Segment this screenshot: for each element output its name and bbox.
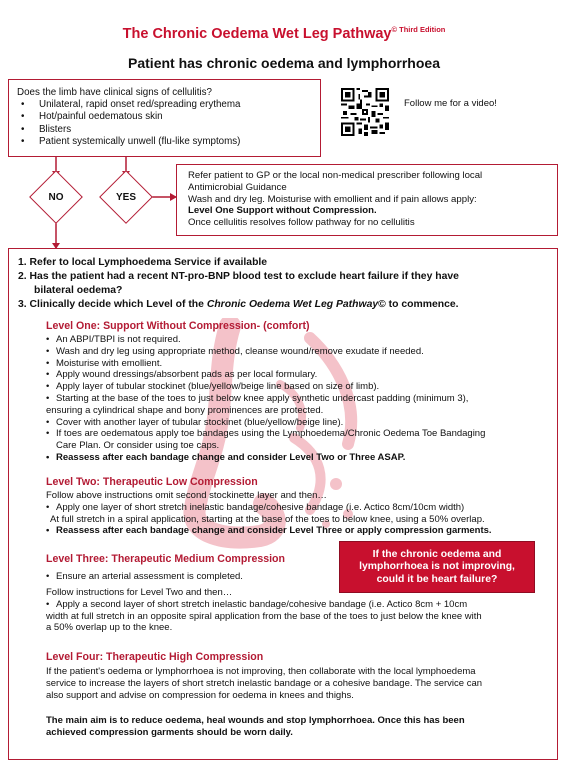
list-item: • If toes are oedematous apply toe bandages using the Lymphoedema/Chronic Oedema Toe Bandaging (46, 428, 556, 440)
cellulitis-yes-box (176, 164, 558, 236)
level-four-line: service to increase the layers of short stretch inelastic bandage or a cohesive bandage. The service can (46, 677, 483, 689)
cellulitis-question-box (8, 79, 321, 157)
level-three-heading: Level Three: Therapeutic Medium Compression (46, 553, 286, 565)
title-text: The Chronic Oedema Wet Leg Pathway (122, 26, 392, 42)
main-aim-line: The main aim is to reduce oedema, heal wounds and stop lymphorrhoea. Once this has been (46, 715, 465, 726)
edition-label: © Third Edition (391, 25, 446, 34)
level-four-line: also support and advise on compression for oedema in knees and thighs. (46, 689, 354, 701)
heart-failure-callout (339, 541, 535, 593)
list-item-continued: width at full stretch in an opposite spiral application from the base of the toes to just below the knee with (46, 610, 482, 622)
yes-line: Wash and dry leg. Moisturise with emollient and if pain allows apply: (188, 193, 477, 205)
list-item: • Apply layer of tubular stockinet (blue/yellow/beige line based on size of limb). (46, 381, 556, 393)
list-item: • An ABPI/TBPI is not required. (46, 334, 556, 346)
cellulitis-signs-list (17, 99, 312, 148)
step-3 (18, 298, 459, 311)
level-four-heading: Level Four: Therapeutic High Compression (46, 651, 264, 663)
list-item: • Moisturise with emollient. (46, 358, 556, 370)
yes-line: Level One Support without Compression. (188, 205, 377, 217)
yes-label: YES (115, 192, 136, 203)
list-item-continued: a 50% overlap up to the knee. (46, 622, 173, 634)
list-item: • Patient systemically unwell (flu-like symptoms) (39, 136, 312, 148)
level-three-arterial: • Ensure an arterial assessment is completed. (46, 571, 568, 583)
list-item: • Wash and dry leg using appropriate method, cleanse wound/remove exudate if needed. (46, 346, 556, 358)
callout-line: could it be heart failure? (376, 573, 498, 585)
level-two-list (46, 490, 556, 537)
level-three-follow: Follow instructions for Level Two and then… (46, 587, 233, 598)
list-item-continued: Care Plan. Or consider using toe caps. (56, 440, 220, 452)
list-item: • Blisters (39, 124, 312, 136)
callout-line: If the chronic oedema and (372, 549, 502, 560)
yes-line: Once cellulitis resolves follow pathway for no cellulitis (188, 217, 415, 229)
qr-code-icon[interactable] (341, 88, 389, 136)
level-four-line: If the patient's oedema or lymphorrhoea is not improving, then collaborate with the local lymphoedema (46, 666, 476, 677)
cellulitis-question: Does the limb have clinical signs of cellulitis? (17, 87, 212, 98)
list-item: • Cover with another layer of tubular stockinet (blue/yellow/beige line). (46, 417, 556, 429)
yes-line: Antimicrobial Guidance (188, 181, 287, 193)
no-label: NO (48, 192, 64, 203)
page-subtitle: Patient has chronic oedema and lymphorrhoea (128, 55, 440, 71)
callout-line: lymphorrhoea is not improving, (359, 561, 515, 573)
level-one-list (46, 334, 556, 464)
list-item: • Reassess after each bandage change and consider Level Three or apply compression garments. (46, 525, 556, 537)
level-two-heading: Level Two: Therapeutic Low Compression (46, 476, 258, 488)
step-2-continued: bilateral oedema? (34, 285, 123, 296)
list-item: • Unilateral, rapid onset red/spreading erythema (39, 99, 312, 111)
video-link-text: Follow me for a video! (404, 98, 497, 109)
list-item-continued: At full stretch in a spiral application, starting at the base of the toes to below knee, using a 50% overlap. (50, 513, 485, 525)
list-item: • Apply wound dressings/absorbent pads as per local formulary. (46, 369, 556, 381)
yes-line: Refer patient to GP or the local non-medical prescriber following local (188, 170, 483, 181)
step-2: 2. Has the patient had a recent NT-pro-BNP blood test to exclude heart failure if they have (18, 271, 459, 282)
list-item: • Hot/painful oedematous skin (39, 111, 312, 123)
list-item: • Reassess after each bandage change and consider Level Two or Three ASAP. (46, 452, 556, 464)
step-3-pathway-name: Chronic Oedema Wet Leg Pathway (206, 299, 379, 310)
step-3-text: 3. Clinically decide which Level of the (18, 299, 207, 310)
level-three-list (46, 587, 556, 634)
list-item: • Apply one layer of short stretch inelastic bandage/cohesive bandage (i.e. Actico 8cm/10cm width) (46, 502, 556, 514)
main-aim-line: achieved compression garments should be worn daily. (46, 726, 293, 738)
level-four-text (46, 666, 556, 701)
level-two-intro: Follow above instructions omit second stockinette layer and then… (46, 490, 327, 501)
list-item-continued: ensuring a cylindrical shape and bony prominences are protected. (46, 404, 324, 416)
step-3-text-end: © to commence. (378, 299, 459, 310)
level-one-heading: Level One: Support Without Compression- (comfort) (46, 320, 310, 332)
list-item: • Starting at the base of the toes to just below knee apply synthetic undercast padding (minimum 3), (46, 393, 556, 405)
list-item: • Apply a second layer of short stretch inelastic bandage/cohesive bandage (i.e. Actico 8cm + 10cm (46, 599, 556, 611)
step-1: 1. Refer to local Lymphoedema Service if available (18, 257, 268, 268)
main-aim-text (46, 715, 556, 739)
